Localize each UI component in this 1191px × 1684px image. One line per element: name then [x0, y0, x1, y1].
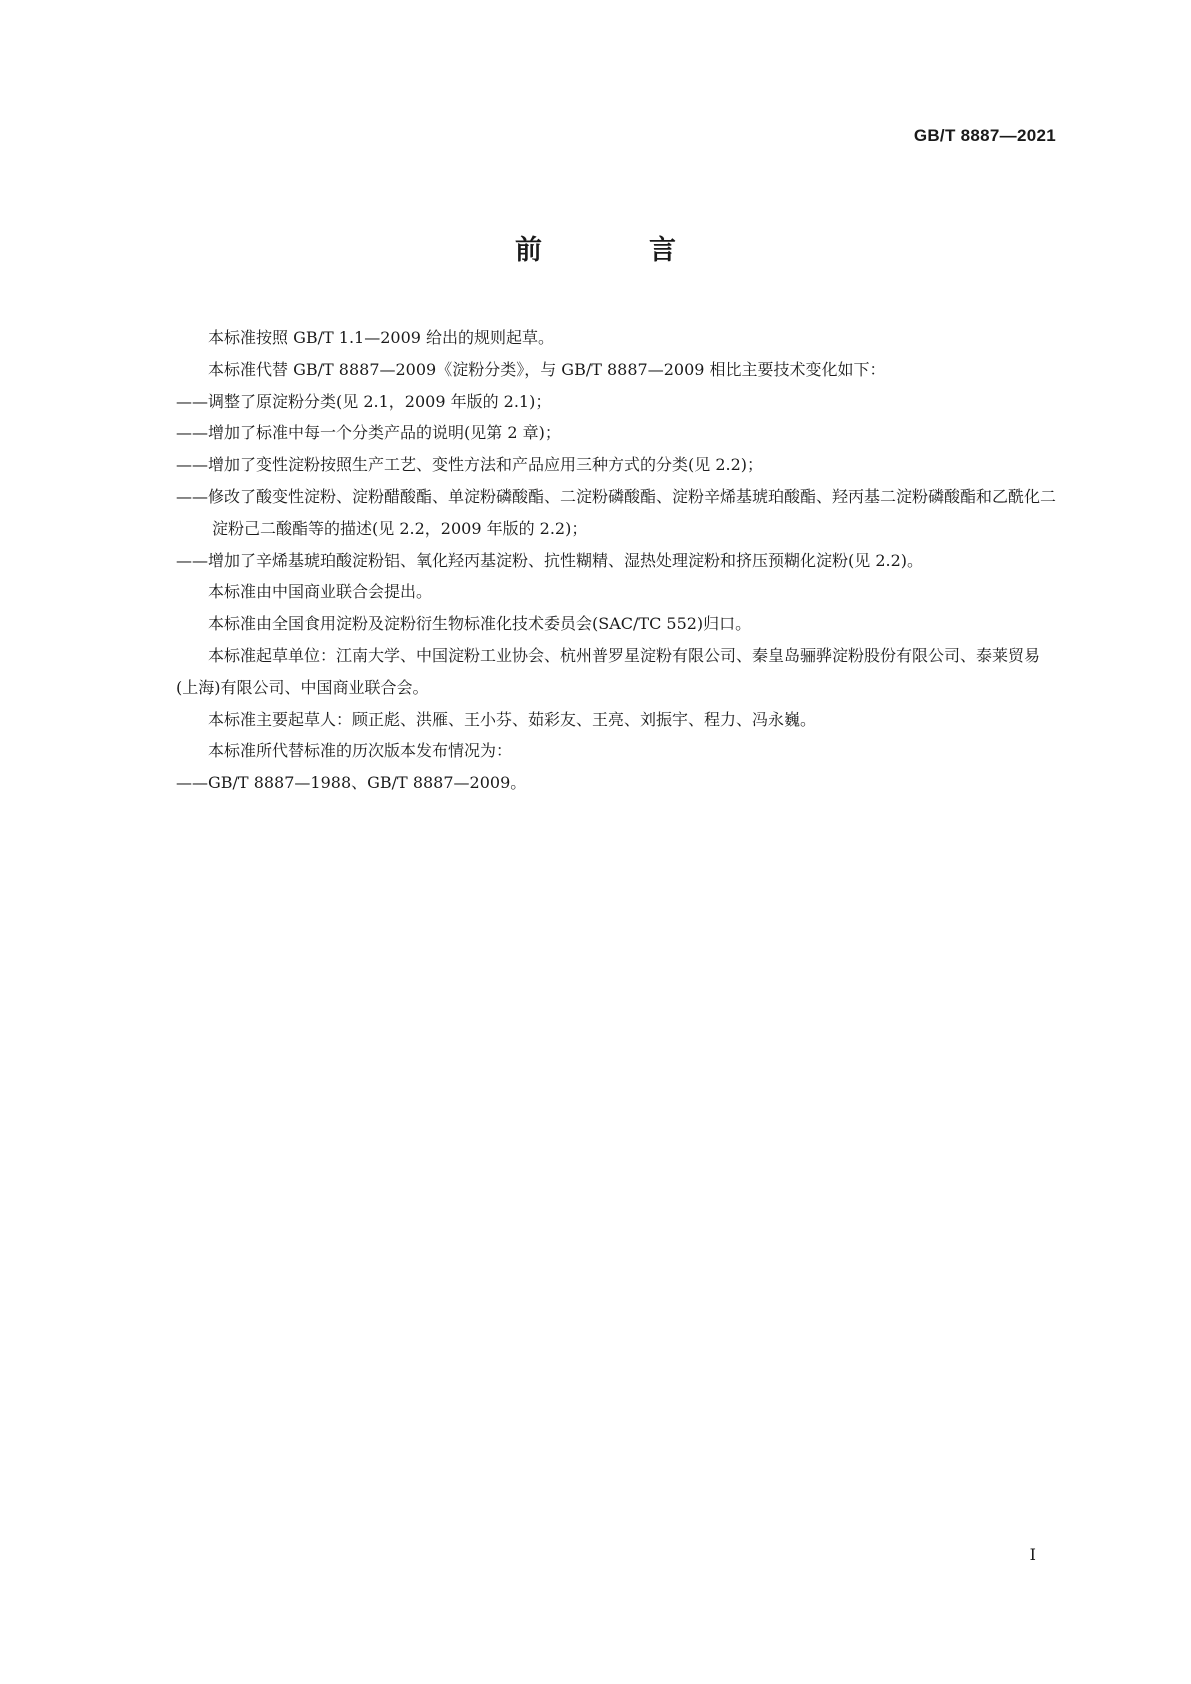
drafting-rules-paragraph: 本标准按照 GB/T 1.1—2009 给出的规则起草。 — [208, 328, 555, 347]
change-item: ——增加了变性淀粉按照生产工艺、变性方法和产品应用三种方式的分类(见 2.2)； — [176, 455, 764, 475]
drafting-units-paragraph: 本标准起草单位：江南大学、中国淀粉工业协会、杭州普罗星淀粉有限公司、秦皇岛骊骅淀粉股份有限公司、泰莱贸易(上海)有限公司、中国商业联合会。 — [176, 645, 1041, 697]
change-item: ——修改了酸变性淀粉、淀粉醋酸酯、单淀粉磷酸酯、二淀粉磷酸酯、淀粉辛烯基琥珀酸酯、羟丙基二淀粉磷酸酯和乙酰化二淀粉己二酸酯等的描述(见 2.2，2009 年版的 2.2)； — [176, 486, 1057, 538]
change-item: ——调整了原淀粉分类(见 2.1，2009 年版的 2.1)； — [176, 391, 552, 411]
change-item: ——增加了标准中每一个分类产品的说明(见第 2 章)； — [176, 423, 561, 443]
history-intro-paragraph: 本标准所代替标准的历次版本发布情况为： — [208, 741, 513, 761]
foreword-body — [176, 322, 1056, 799]
replacement-paragraph: 本标准代替 GB/T 8887—2009《淀粉分类》，与 GB/T 8887—2009 相比主要技术变化如下： — [208, 359, 886, 379]
standard-code: GB/T 8887—2021 — [913, 126, 1056, 145]
page-title: 前 言 — [515, 235, 716, 266]
history-item: ——GB/T 8887—1988、GB/T 8887—2009。 — [176, 773, 527, 793]
proposer-paragraph: 本标准由中国商业联合会提出。 — [208, 582, 433, 602]
drafters-paragraph: 本标准主要起草人：顾正彪、洪雁、王小芬、茹彩友、王亮、刘振宇、程力、冯永巍。 — [208, 709, 817, 729]
change-item: ——增加了辛烯基琥珀酸淀粉铝、氧化羟丙基淀粉、抗性糊精、湿热处理淀粉和挤压预糊化淀粉(见 2.2)。 — [176, 550, 924, 570]
page-number: I — [1029, 1545, 1036, 1564]
committee-paragraph: 本标准由全国食用淀粉及淀粉衍生物标准化技术委员会(SAC/TC 552)归口。 — [208, 614, 752, 634]
